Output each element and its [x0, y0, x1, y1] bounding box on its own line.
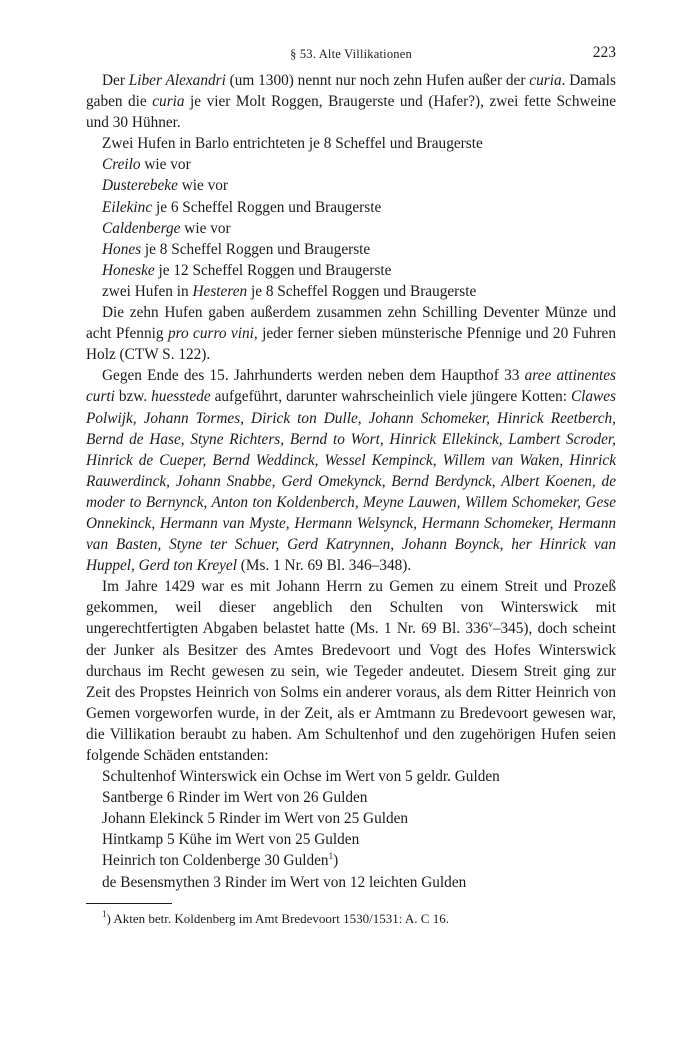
list-item: de Besensmythen 3 Rinder im Wert von 12 leichten Gulden	[102, 873, 467, 891]
page-header	[86, 44, 616, 66]
list-item: Zwei Hufen in Barlo entrichteten je 8 Scheffel und Braugerste	[102, 135, 483, 153]
list-item: Johann Elekinck 5 Rinder im Wert von 25 Gulden	[102, 810, 409, 828]
body-text	[86, 70, 616, 893]
list-item: Dusterebeke wie vor	[102, 177, 229, 195]
footnote: $^1$) Akten betr. Koldenberg im Amt Bredevoort 1530/1531: A. C 16.	[102, 909, 449, 926]
footnote-text: Akten betr. Koldenberg im Amt Bredevoort 1530/1531: A. C 16.	[110, 911, 449, 926]
paragraph-streit-1429: Im Jahre 1429 war es mit Johann Herrn zu Gemen zu einem Streit und Prozeß gekommen, weil dieser angeblich den Schulten von Winterswick mit ungerechtfertigten Abgaben belastet hatte (Ms. 1 Nr. 69 Bl. 336$^v$–345), doch scheint der Junker als Besitzer des Amtes Bredevoort und Vogt des Hofes Winterswick durchaus im Recht gewesen zu sein, wie Tegeder andeutet. Diesem Streit ging zur Zeit des Propstes Heinrich von Solms ein anderer voraus, als dem Ritter Heinrich von Gemen vorgeworfen wurde, in der Zeit, als er Amtmann zu Bredevoort gewesen war, die Villikation beraubt zu haben. Am Schultenhof und den zugehörigen Hufen seien folgende Schäden entstanden:	[86, 578, 616, 764]
paragraph-kotten: Gegen Ende des 15. Jahrhunderts werden neben dem Haupthof 33 aree attinentes curti bzw. huesstede aufgeführt, darunter wahrscheinlich viele jüngere Kotten: Clawes Polwijk, Johann Tormes, Dirick ton Dulle, Johann Schomeker, Hinrick Reetberch, Bernd de Hase, Styne Richters, Bernd to Wort, Hinrick Ellekinck, Lambert Scroder, Hinrick de Cueper, Bernd Weddinck, Wessel Kempinck, Willem van Waken, Hinrick Rauwerdinck, Johann Snabbe, Gerd Omekynck, Bernd Berdynck, Albert Koenen, de moder to Bernynck, Anton ton Koldenberch, Meyne Lauwen, Willem Schomeker, Gese Onnekinck, Hermann van Myste, Hermann Welsynck, Hermann Schomeker, Hermann van Basten, Styne ter Schuer, Gerd Katrynnen, Johann Boynck, her Hinrick van Huppel, Gerd ton Kreyel (Ms. 1 Nr. 69 Bl. 346–348).	[86, 367, 616, 575]
footnote-divider	[86, 903, 172, 904]
hufen-list	[86, 133, 616, 302]
paragraph-liber-alexandri: Der Liber Alexandri (um 1300) nennt nur noch zehn Hufen außer der curia. Damals gaben die curia je vier Molt Roggen, Braugerste und (Hafer?), zwei fette Schweine und 30 Hühner.	[86, 72, 616, 132]
list-item: Schultenhof Winterswick ein Ochse im Wert von 5 geldr. Gulden	[102, 768, 500, 786]
list-item: Creilo wie vor	[102, 156, 191, 174]
page-number: 223	[592, 44, 616, 61]
list-item: Heinrich ton Coldenberge 30 Gulden$^1$)	[102, 851, 339, 870]
paragraph-zehn-hufen: Die zehn Hufen gaben außerdem zusammen zehn Schilling Deventer Münze und acht Pfennig pro curro vini, jeder ferner sieben münsterische Pfennige und 20 Fuhren Holz (CTW S. 122).	[86, 304, 616, 364]
list-item: Hintkamp 5 Kühe im Wert von 25 Gulden	[102, 831, 360, 849]
list-item: Santberge 6 Rinder im Wert von 26 Gulden	[102, 789, 368, 807]
running-head: § 53. Alte Villikationen	[290, 47, 412, 61]
list-item: Hones je 8 Scheffel Roggen und Braugerste	[102, 240, 371, 258]
footnote-marker: 1	[102, 909, 107, 919]
list-item: zwei Hufen in Hesteren je 8 Scheffel Roggen und Braugerste	[102, 282, 477, 300]
list-item: Caldenberge wie vor	[102, 219, 231, 237]
schaeden-list	[86, 766, 616, 893]
list-item: Honeske je 12 Scheffel Roggen und Braugerste	[102, 261, 392, 279]
list-item: Eilekinc je 6 Scheffel Roggen und Braugerste	[102, 198, 382, 216]
footnote-reference[interactable]: 1	[328, 851, 334, 862]
